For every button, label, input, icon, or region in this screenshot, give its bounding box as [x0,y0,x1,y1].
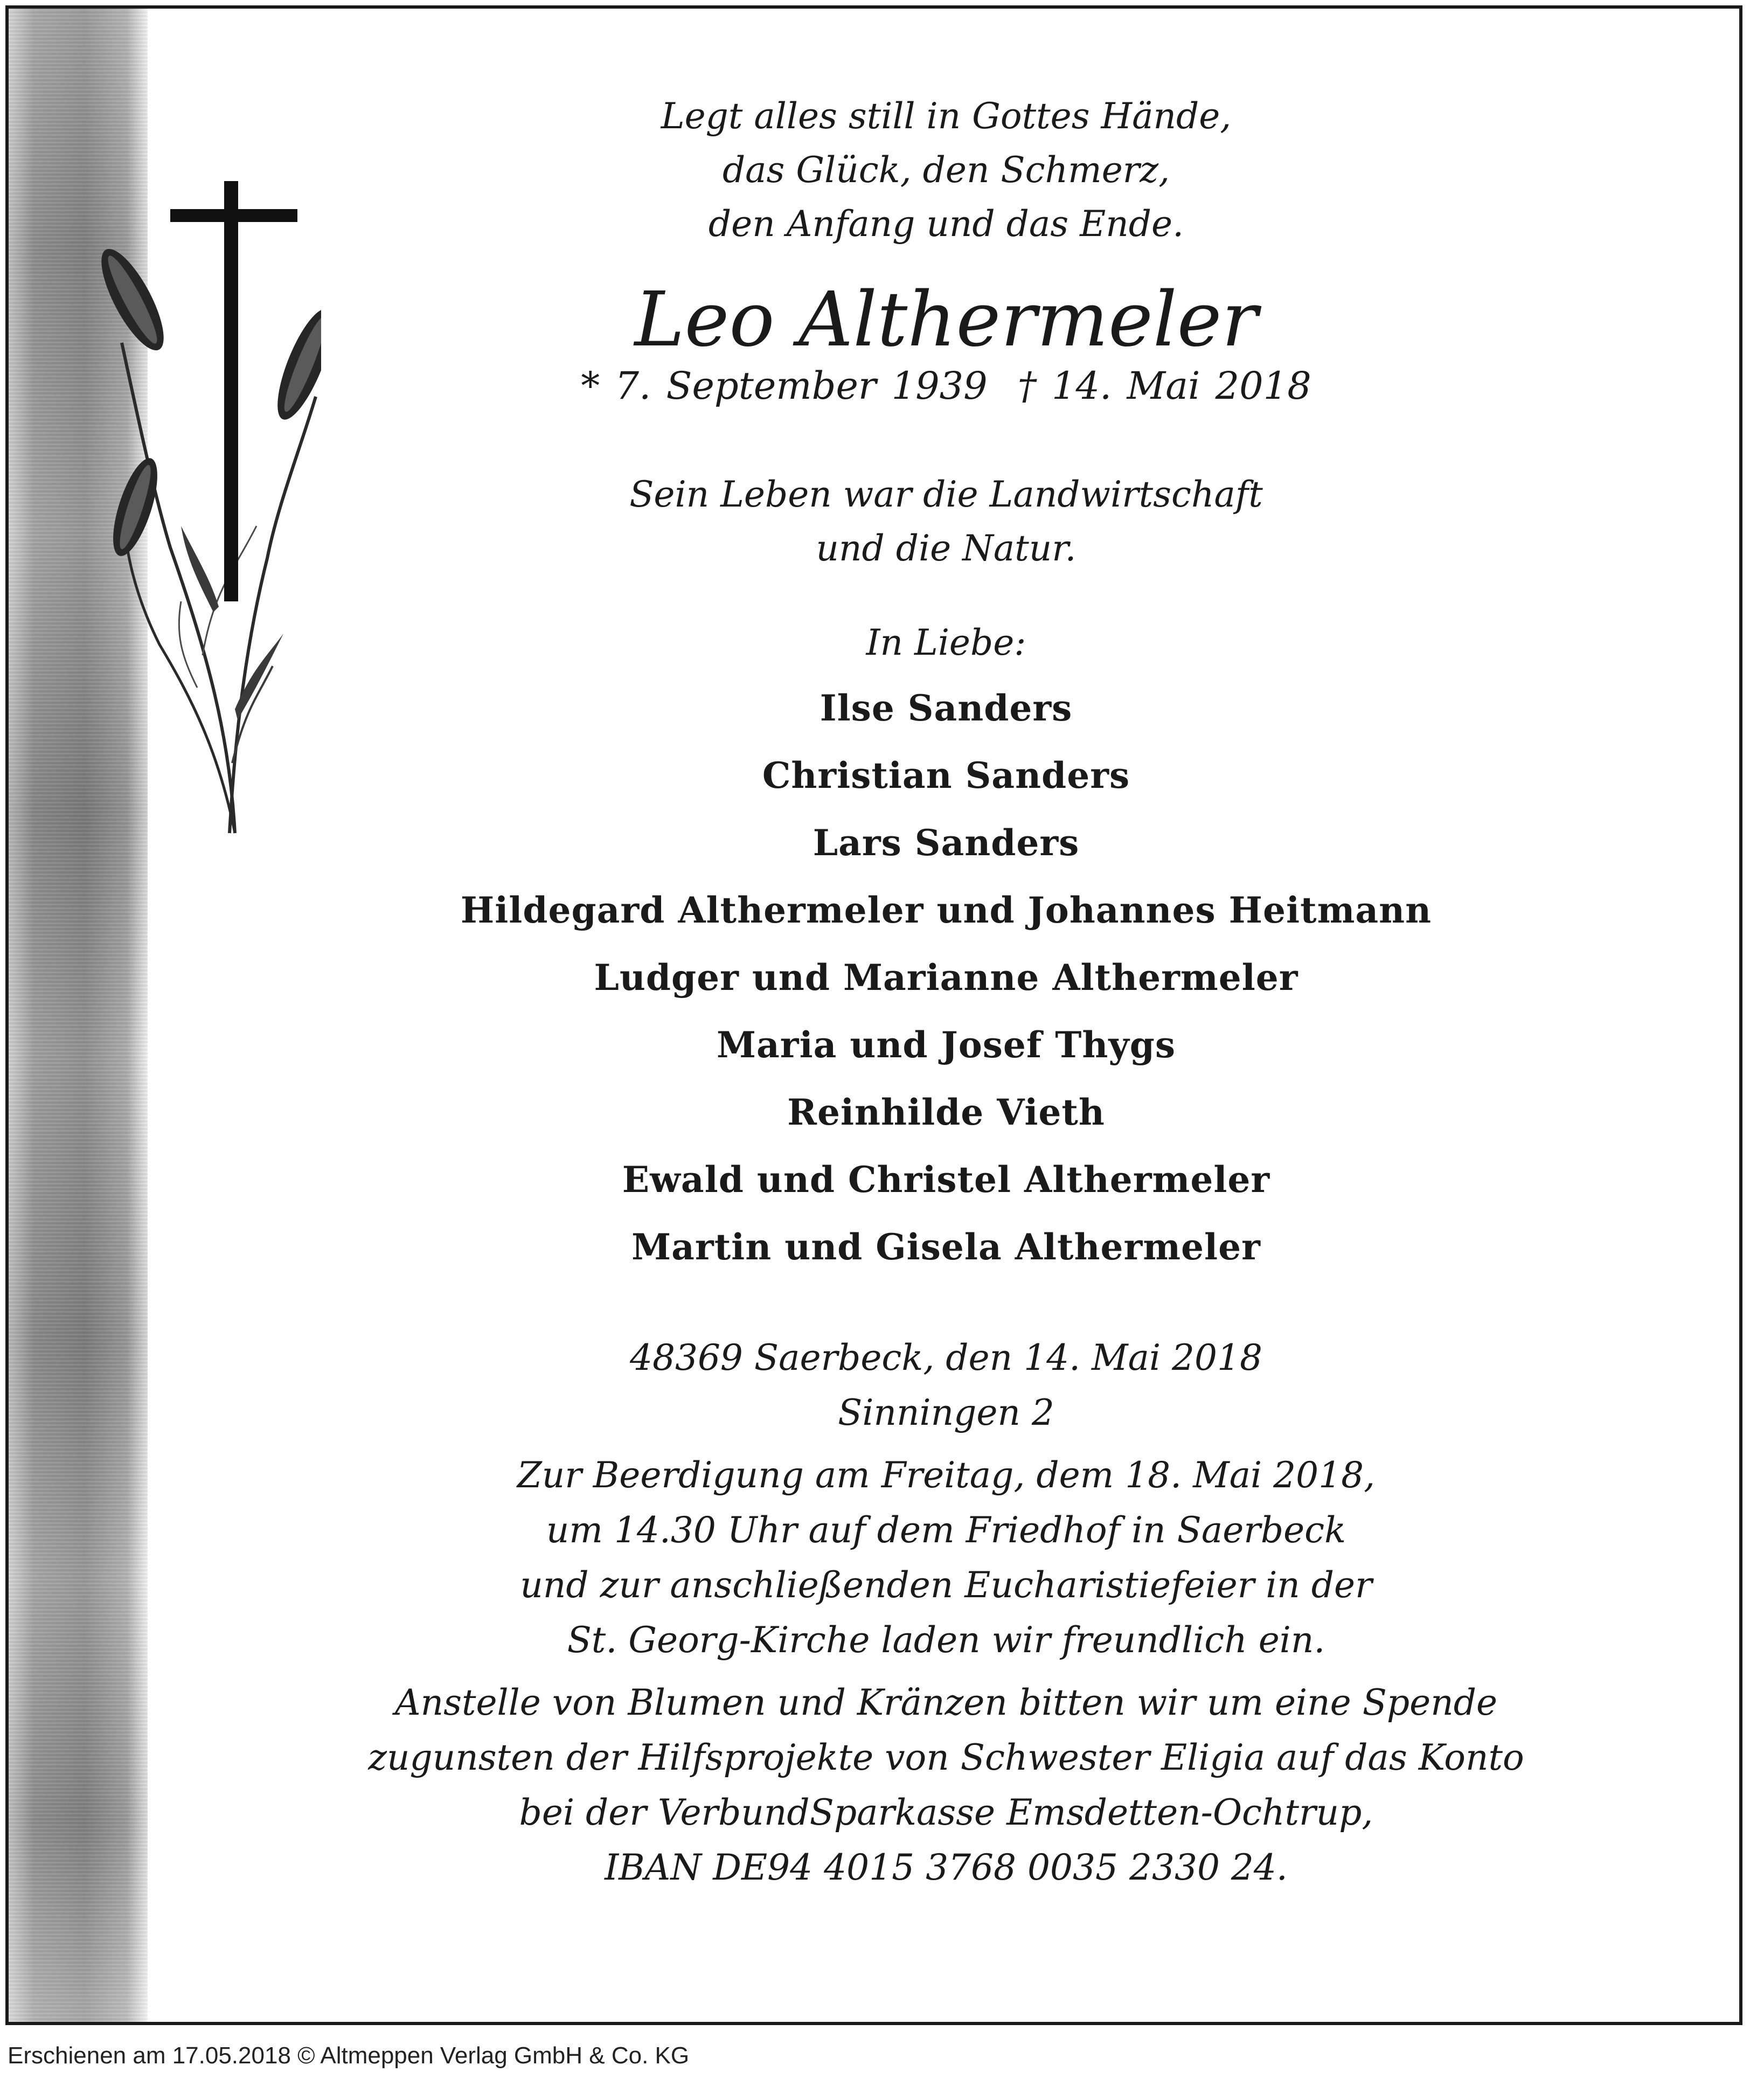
funeral-line: um 14.30 Uhr auf dem Friedhof in Saerbeck [546,1509,1346,1551]
funeral-invitation [316,1448,1577,1668]
mourner-name: Christian Sanders [762,754,1130,796]
cross-with-wheat-ears-icon [73,170,321,849]
funeral-line: St. Georg-Kirche laden wir freundlich ein. [567,1619,1325,1661]
place-line: 48369 Saerbeck, den 14. Mai 2018 [629,1337,1263,1378]
motto-line: Sein Leben war die Landwirtschaft [629,474,1263,515]
birth-date: * 7. September 1939 [581,364,988,408]
donation-line: zugunsten der Hilfsprojekte von Schwester Eligia auf das Konto [368,1737,1524,1778]
mourner-name: Maria und Josef Thygs [716,1024,1176,1066]
publication-footer: Erschienen am 17.05.2018 © Altmeppen Verlag GmbH & Co. KG [8,2042,690,2069]
obituary-notice [5,5,1742,2025]
verse-line: den Anfang und das Ende. [708,203,1184,245]
mourner-name: Ludger und Marianne Althermeler [594,957,1298,999]
funeral-line: Zur Beerdigung am Freitag, dem 18. Mai 2018, [517,1454,1376,1496]
donation-line: Anstelle von Blumen und Kränzen bitten wir um eine Spende [394,1682,1498,1723]
mourner-name: Ewald und Christel Althermeler [622,1159,1270,1201]
verse-line: das Glück, den Schmerz, [722,149,1170,191]
death-date: † 14. Mai 2018 [1017,364,1311,408]
opening-verse [316,89,1577,251]
in-love-heading: In Liebe: [866,622,1026,663]
life-dates [316,363,1577,408]
mourner-name: Martin und Gisela Althermeler [631,1226,1261,1268]
address-line: Sinningen 2 [838,1392,1054,1433]
mourner-name: Lars Sanders [813,822,1080,864]
mourners-list [316,675,1577,1281]
mourner-name: Ilse Sanders [820,687,1073,729]
donation-request [316,1675,1577,1895]
mourner-name: Reinhilde Vieth [787,1091,1105,1133]
iban-line: IBAN DE94 4015 3768 0035 2330 24. [605,1847,1288,1888]
mourner-name: Hildegard Althermeler und Johannes Heitmann [460,889,1432,931]
life-motto [316,468,1577,576]
deceased-name: Leo Althermeler [634,276,1258,364]
verse-line: Legt alles still in Gottes Hände, [661,95,1232,137]
donation-line: bei der VerbundSparkasse Emsdetten-Ochtrup, [519,1792,1373,1833]
funeral-line: und zur anschließenden Eucharistiefeier in der [520,1564,1372,1606]
notice-content [316,89,1577,1895]
place-and-date [316,1330,1577,1440]
motto-line: und die Natur. [816,528,1077,569]
